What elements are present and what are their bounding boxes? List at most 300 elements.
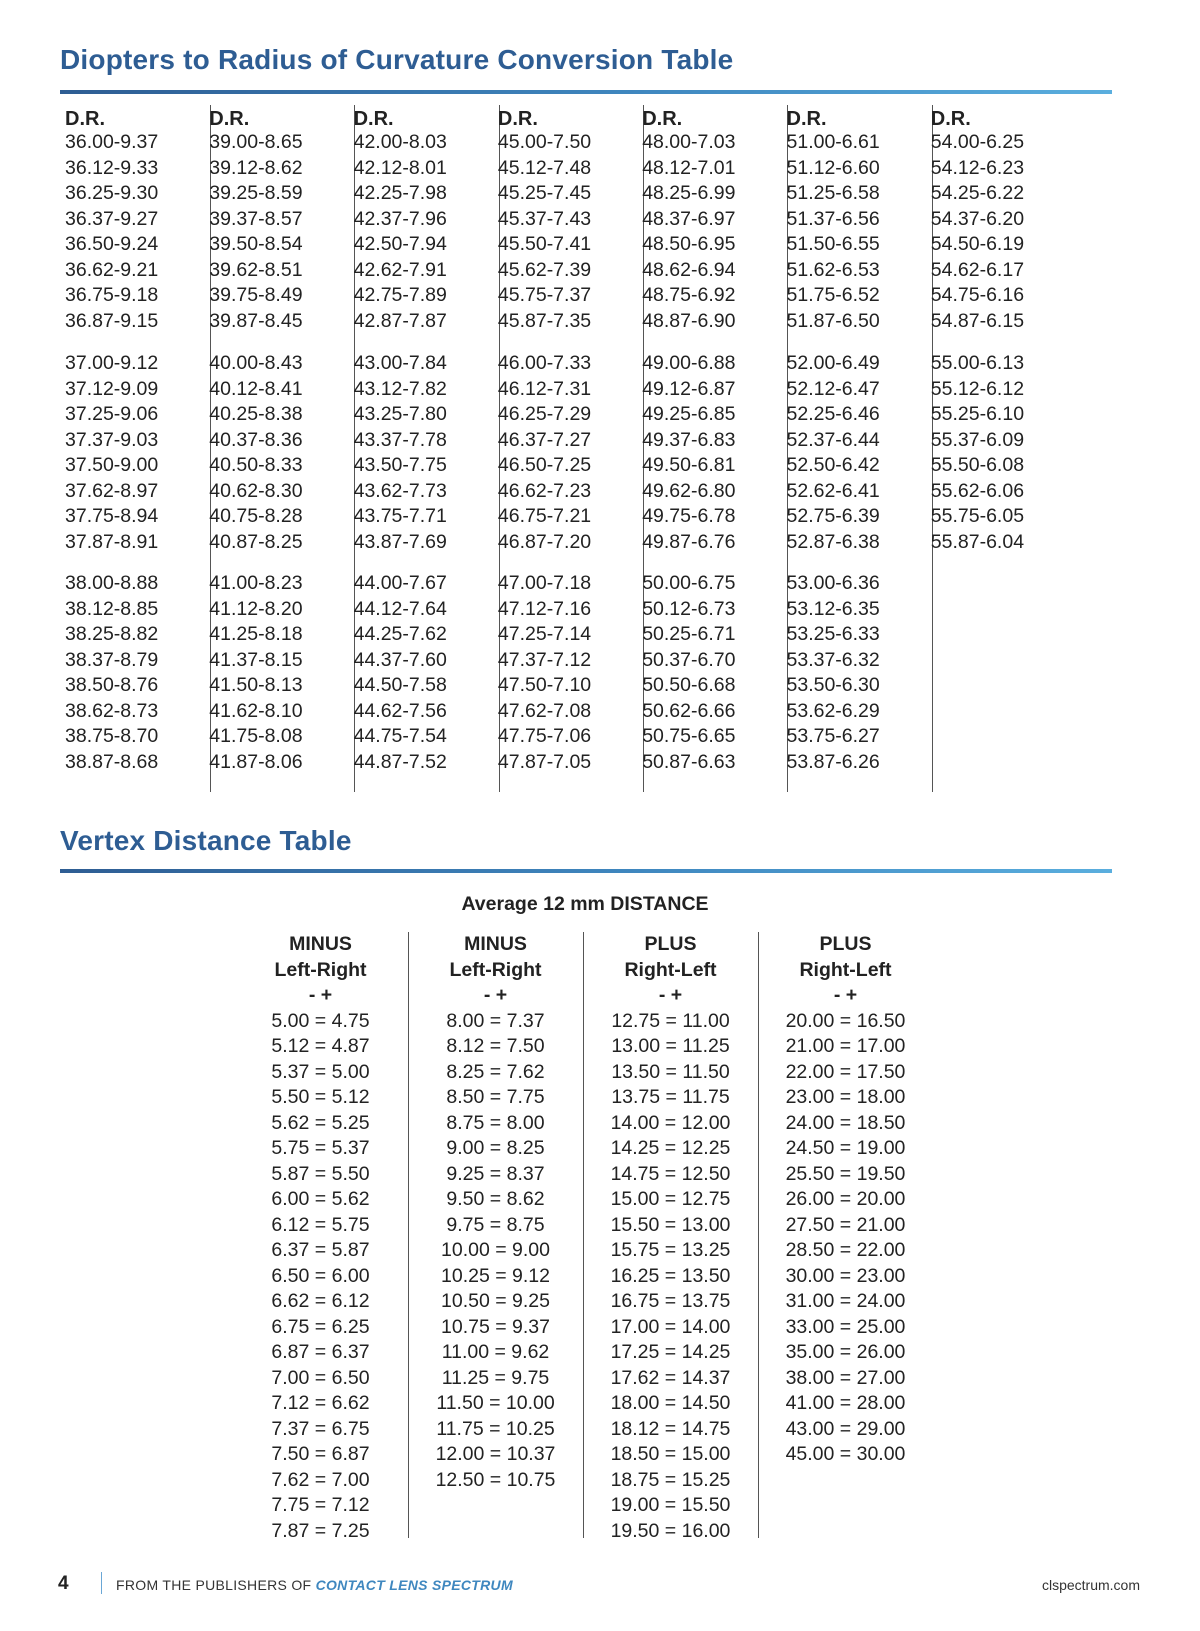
title-underline	[60, 90, 1112, 94]
dr-column	[204, 105, 355, 792]
vertex-table-title: Vertex Distance Table	[60, 825, 352, 856]
vertex-value: 19.00 = 15.50	[610, 1494, 731, 1516]
vertex-value: 9.25 = 8.37	[446, 1162, 545, 1185]
vertex-value: 18.75 = 15.25	[610, 1468, 731, 1491]
dr-value: 48.25-6.99	[642, 182, 736, 204]
vertex-value: 17.25 = 14.25	[610, 1341, 731, 1363]
vertex-column-header2: Right-Left	[799, 958, 892, 981]
dr-value: 41.00-8.23	[209, 572, 303, 594]
dr-value: 53.75-6.27	[786, 725, 880, 747]
dr-value: 50.50-6.68	[642, 674, 736, 696]
dr-column	[637, 105, 788, 792]
dr-value: 37.37-9.03	[65, 428, 159, 451]
vertex-value: 8.00 = 7.37	[446, 1009, 545, 1032]
vertex-value: 15.00 = 12.75	[610, 1188, 731, 1210]
vertex-value: 6.62 = 6.12	[271, 1290, 370, 1312]
vertex-value: 14.00 = 12.00	[610, 1111, 731, 1134]
dr-value: 39.50-8.54	[209, 233, 303, 255]
dr-value: 50.25-6.71	[642, 623, 736, 645]
dr-value: 47.37-7.12	[497, 648, 592, 671]
vertex-value: 23.00 = 18.00	[785, 1086, 906, 1108]
vertex-value: 8.12 = 7.50	[446, 1035, 545, 1057]
dr-value: 54.37-6.20	[930, 207, 1025, 230]
dr-value: 37.12-9.09	[65, 377, 159, 400]
vertex-column-signs: - +	[833, 984, 858, 1006]
vertex-column	[758, 932, 933, 1538]
dr-group	[354, 351, 494, 555]
vertex-value: 24.50 = 19.00	[785, 1137, 906, 1159]
dr-value: 55.12-6.12	[930, 377, 1025, 400]
vertex-value: 38.00 = 27.00	[785, 1366, 906, 1389]
vertex-value: 31.00 = 24.00	[785, 1290, 906, 1312]
dr-value: 52.12-6.47	[786, 377, 880, 400]
vertex-column-header1: MINUS	[289, 933, 352, 955]
dr-value: 55.62-6.06	[930, 479, 1025, 502]
dr-value: 46.00-7.33	[497, 352, 592, 374]
dr-value: 44.87-7.52	[353, 750, 447, 773]
vertex-value: 5.87 = 5.50	[271, 1162, 370, 1185]
vertex-value: 7.37 = 6.75	[271, 1417, 370, 1440]
dr-value: 53.25-6.33	[786, 623, 880, 645]
vertex-value: 8.75 = 8.00	[446, 1111, 545, 1134]
vertex-value: 35.00 = 26.00	[785, 1341, 906, 1363]
vertex-value: 11.25 = 9.75	[441, 1366, 550, 1389]
dr-value: 52.62-6.41	[786, 479, 880, 502]
dr-value: 46.87-7.20	[497, 530, 592, 553]
vertex-value: 15.50 = 13.00	[610, 1213, 731, 1236]
vertex-value: 27.50 = 21.00	[785, 1213, 906, 1236]
dr-value: 42.62-7.91	[353, 258, 447, 281]
vertex-value: 9.50 = 8.62	[446, 1188, 545, 1210]
vertex-value: 11.50 = 10.00	[436, 1392, 555, 1414]
vertex-value: 6.00 = 5.62	[271, 1188, 370, 1210]
dr-value: 51.62-6.53	[786, 258, 880, 281]
dr-column	[926, 105, 1076, 792]
vertex-column-signs: - +	[483, 984, 508, 1006]
dr-value: 38.75-8.70	[65, 725, 159, 747]
vertex-value: 33.00 = 25.00	[785, 1315, 906, 1338]
dr-column	[493, 105, 644, 792]
dr-value: 49.87-6.76	[642, 530, 736, 553]
dr-group	[642, 130, 782, 334]
dr-value: 38.12-8.85	[65, 597, 159, 620]
dr-value: 44.50-7.58	[353, 674, 447, 696]
dr-value: 38.37-8.79	[65, 648, 159, 671]
dr-value: 51.12-6.60	[786, 156, 880, 179]
vertex-value: 43.00 = 29.00	[785, 1417, 906, 1440]
vertex-value: 10.25 = 9.12	[441, 1264, 550, 1287]
dr-value: 43.87-7.69	[353, 530, 447, 553]
vertex-value: 13.75 = 11.75	[611, 1086, 730, 1108]
vertex-value: 5.12 = 4.87	[271, 1035, 370, 1057]
dr-value: 36.25-9.30	[65, 182, 159, 204]
dr-value: 54.50-6.19	[930, 233, 1025, 255]
dr-value: 36.37-9.27	[65, 207, 159, 230]
dr-value: 52.75-6.39	[786, 505, 880, 527]
vertex-column	[233, 932, 409, 1542]
vertex-value: 18.00 = 14.50	[610, 1392, 731, 1414]
dr-value: 49.62-6.80	[642, 479, 736, 502]
dr-value: 36.00-9.37	[65, 131, 159, 153]
dr-value: 50.37-6.70	[642, 648, 736, 671]
dr-column-header: D.R.	[930, 108, 971, 130]
vertex-column-header2: Left-Right	[274, 958, 367, 981]
dr-value: 41.50-8.13	[209, 674, 303, 696]
dr-value: 39.12-8.62	[209, 156, 303, 179]
dr-group	[354, 571, 494, 775]
dr-value: 48.12-7.01	[642, 156, 736, 179]
dr-value: 52.25-6.46	[786, 403, 880, 425]
dr-value: 49.00-6.88	[642, 352, 736, 374]
dr-value: 48.37-6.97	[642, 207, 736, 230]
vertex-column-header1: PLUS	[819, 933, 872, 955]
dr-group	[498, 130, 638, 334]
dr-value: 55.00-6.13	[930, 352, 1025, 374]
vertex-value: 25.50 = 19.50	[785, 1162, 906, 1185]
dr-value: 40.50-8.33	[209, 454, 303, 476]
dr-value: 50.00-6.75	[642, 572, 736, 594]
vertex-value: 7.50 = 6.87	[271, 1443, 370, 1465]
dr-group	[65, 351, 205, 555]
vertex-value: 5.50 = 5.12	[271, 1086, 370, 1108]
vertex-value: 7.12 = 6.62	[271, 1392, 370, 1414]
dr-value: 54.00-6.25	[930, 131, 1025, 153]
dr-value: 53.12-6.35	[786, 597, 880, 620]
vertex-column-signs: - +	[308, 984, 333, 1006]
footer-url: clspectrum.com	[1041, 1577, 1140, 1593]
dr-column	[60, 105, 211, 792]
dr-value: 47.12-7.16	[497, 597, 592, 620]
dr-value: 55.75-6.05	[930, 505, 1025, 527]
dr-value: 41.87-8.06	[209, 750, 303, 773]
dr-value: 49.12-6.87	[642, 377, 736, 400]
dr-value: 51.87-6.50	[786, 309, 880, 332]
dr-value: 45.50-7.41	[497, 233, 592, 255]
dr-value: 42.25-7.98	[353, 182, 447, 204]
vertex-value: 14.25 = 12.25	[610, 1137, 731, 1159]
dr-value: 41.75-8.08	[209, 725, 303, 747]
dr-value: 39.25-8.59	[209, 182, 303, 204]
dr-value: 48.50-6.95	[642, 233, 736, 255]
dr-value: 41.62-8.10	[209, 699, 303, 722]
vertex-value: 6.12 = 5.75	[271, 1213, 370, 1236]
dr-value: 55.37-6.09	[930, 428, 1025, 451]
dr-group	[931, 130, 1071, 334]
dr-value: 51.37-6.56	[786, 207, 880, 230]
dr-value: 48.00-7.03	[642, 131, 736, 153]
dr-value: 36.50-9.24	[65, 233, 159, 255]
dr-column-header: D.R.	[65, 108, 105, 130]
dr-group	[65, 130, 205, 334]
vertex-value: 30.00 = 23.00	[785, 1264, 906, 1287]
dr-value: 51.50-6.55	[786, 233, 880, 255]
dr-value: 53.87-6.26	[786, 750, 880, 773]
vertex-value: 12.50 = 10.75	[435, 1468, 556, 1491]
dr-value: 43.12-7.82	[353, 377, 447, 400]
vertex-value: 11.75 = 10.25	[436, 1417, 555, 1440]
dr-group	[642, 351, 782, 555]
dr-value: 40.62-8.30	[209, 479, 303, 502]
vertex-value: 18.12 = 14.75	[610, 1417, 731, 1440]
dr-value: 36.75-9.18	[65, 284, 159, 306]
dr-value: 43.75-7.71	[353, 505, 447, 527]
diopter-table-title: Diopters to Radius of Curvature Conversion Table	[60, 44, 734, 75]
dr-value: 52.37-6.44	[786, 428, 880, 451]
dr-value: 37.87-8.91	[65, 530, 159, 553]
vertex-value: 7.00 = 6.50	[271, 1366, 370, 1389]
vertex-column	[583, 932, 759, 1542]
dr-value: 44.62-7.56	[353, 699, 447, 722]
vertex-value: 10.50 = 9.25	[441, 1290, 550, 1312]
dr-group	[931, 351, 1071, 555]
dr-column-header: D.R.	[497, 108, 538, 130]
dr-value: 54.12-6.23	[930, 156, 1025, 179]
vertex-value: 5.62 = 5.25	[271, 1111, 370, 1134]
dr-group	[498, 351, 638, 555]
vertex-value: 10.75 = 9.37	[441, 1315, 550, 1338]
dr-value: 48.62-6.94	[642, 258, 736, 281]
dr-value: 36.12-9.33	[65, 156, 159, 179]
dr-value: 40.75-8.28	[209, 505, 303, 527]
vertex-value: 14.75 = 12.50	[610, 1162, 731, 1185]
diopter-conversion-table	[60, 105, 1160, 792]
vertex-value: 5.00 = 4.75	[271, 1009, 370, 1032]
dr-group	[498, 571, 638, 775]
vertex-value: 45.00 = 30.00	[785, 1443, 906, 1465]
vertex-column-signs: - +	[658, 984, 683, 1006]
vertex-value: 17.00 = 14.00	[610, 1315, 731, 1338]
vertex-value: 13.50 = 11.50	[611, 1060, 730, 1083]
dr-value: 37.25-9.06	[65, 403, 159, 425]
dr-column	[349, 105, 500, 792]
dr-value: 40.37-8.36	[209, 428, 303, 451]
dr-value: 42.00-8.03	[353, 131, 447, 153]
vertex-value: 22.00 = 17.50	[785, 1060, 906, 1083]
dr-value: 40.00-8.43	[209, 352, 303, 374]
dr-value: 49.25-6.85	[642, 403, 736, 425]
dr-group	[787, 571, 927, 775]
dr-value: 47.75-7.06	[497, 725, 592, 747]
dr-value: 40.87-8.25	[209, 530, 303, 553]
dr-value: 39.75-8.49	[209, 284, 303, 306]
dr-value: 37.00-9.12	[65, 352, 159, 374]
dr-value: 38.50-8.76	[65, 674, 159, 696]
dr-value: 37.50-9.00	[65, 454, 159, 476]
dr-value: 43.37-7.78	[353, 428, 447, 451]
vertex-column-header2: Right-Left	[624, 958, 717, 981]
dr-value: 38.62-8.73	[65, 699, 159, 722]
dr-group	[209, 130, 349, 334]
dr-value: 50.75-6.65	[642, 725, 736, 747]
dr-value: 51.75-6.52	[786, 284, 880, 306]
page-number: 4	[58, 1573, 69, 1594]
dr-value: 40.12-8.41	[209, 377, 303, 400]
vertex-value: 13.00 = 11.25	[611, 1035, 730, 1057]
dr-value: 53.62-6.29	[786, 699, 880, 722]
dr-value: 44.00-7.67	[353, 572, 447, 594]
dr-value: 54.87-6.15	[930, 309, 1025, 332]
vertex-column	[408, 932, 584, 1538]
vertex-value: 6.37 = 5.87	[271, 1239, 370, 1261]
dr-value: 49.37-6.83	[642, 428, 736, 451]
vertex-value: 6.87 = 6.37	[271, 1341, 370, 1363]
dr-column-header: D.R.	[642, 108, 683, 130]
vertex-value: 5.37 = 5.00	[271, 1060, 370, 1083]
dr-value: 51.25-6.58	[786, 182, 880, 204]
dr-value: 42.50-7.94	[353, 233, 447, 255]
dr-value: 51.00-6.61	[786, 131, 880, 153]
vertex-value: 9.00 = 8.25	[446, 1137, 545, 1159]
dr-value: 45.25-7.45	[497, 182, 592, 204]
dr-column-header: D.R.	[209, 108, 250, 130]
dr-value: 37.62-8.97	[65, 479, 159, 502]
dr-value: 43.25-7.80	[353, 403, 447, 425]
vertex-value: 16.75 = 13.75	[610, 1290, 731, 1312]
dr-value: 53.50-6.30	[786, 674, 880, 696]
dr-value: 54.75-6.16	[930, 284, 1025, 306]
dr-value: 39.37-8.57	[209, 207, 303, 230]
vertex-value: 41.00 = 28.00	[785, 1392, 906, 1414]
vertex-value: 10.00 = 9.00	[441, 1239, 550, 1261]
dr-value: 38.25-8.82	[65, 623, 159, 645]
dr-group	[209, 351, 349, 555]
dr-value: 43.00-7.84	[353, 352, 447, 374]
dr-value: 44.12-7.64	[353, 597, 447, 620]
dr-value: 46.25-7.29	[497, 403, 592, 425]
vertex-value: 7.62 = 7.00	[271, 1468, 370, 1491]
dr-value: 42.37-7.96	[353, 207, 447, 230]
dr-value: 54.25-6.22	[930, 182, 1025, 204]
dr-value: 47.50-7.10	[497, 674, 592, 696]
dr-column-header: D.R.	[353, 108, 394, 130]
footer-divider	[101, 1572, 102, 1594]
dr-value: 47.00-7.18	[497, 572, 592, 594]
vertex-value: 8.25 = 7.62	[446, 1060, 545, 1083]
dr-value: 39.87-8.45	[209, 309, 303, 332]
dr-value: 45.12-7.48	[497, 156, 592, 179]
dr-value: 41.12-8.20	[209, 597, 303, 620]
vertex-column-header2: Left-Right	[449, 958, 542, 981]
dr-value: 50.12-6.73	[642, 597, 736, 620]
vertex-value: 7.75 = 7.12	[271, 1494, 370, 1516]
footer-brand: CONTACT LENS SPECTRUM	[315, 1577, 513, 1593]
vertex-value: 8.50 = 7.75	[446, 1086, 545, 1108]
vertex-value: 20.00 = 16.50	[785, 1009, 906, 1032]
dr-value: 49.50-6.81	[642, 454, 736, 476]
footer-publisher-text	[116, 1577, 513, 1593]
dr-value: 54.62-6.17	[930, 258, 1025, 281]
dr-value: 43.50-7.75	[353, 454, 447, 476]
vertex-table-subtitle: Average 12 mm DISTANCE	[461, 893, 709, 915]
dr-value: 39.00-8.65	[209, 131, 303, 153]
dr-value: 42.12-8.01	[353, 156, 447, 179]
title-underline	[60, 869, 1112, 873]
dr-value: 42.75-7.89	[353, 284, 447, 306]
dr-value: 53.00-6.36	[786, 572, 880, 594]
vertex-value: 28.50 = 22.00	[785, 1239, 906, 1261]
vertex-value: 12.00 = 10.37	[435, 1443, 556, 1465]
dr-value: 55.50-6.08	[930, 454, 1025, 476]
vertex-value: 17.62 = 14.37	[610, 1366, 731, 1389]
vertex-value: 12.75 = 11.00	[611, 1009, 730, 1032]
dr-value: 50.62-6.66	[642, 699, 736, 722]
vertex-value: 7.87 = 7.25	[271, 1519, 370, 1542]
vertex-value: 16.25 = 13.50	[610, 1264, 731, 1287]
vertex-value: 21.00 = 17.00	[785, 1035, 906, 1057]
dr-group	[787, 351, 927, 555]
dr-value: 45.37-7.43	[497, 207, 592, 230]
dr-value: 46.12-7.31	[497, 377, 592, 400]
vertex-column-header1: PLUS	[644, 933, 697, 955]
dr-group	[642, 571, 782, 775]
dr-value: 39.62-8.51	[209, 258, 303, 281]
dr-value: 38.87-8.68	[65, 750, 159, 773]
dr-value: 36.62-9.21	[65, 258, 159, 281]
dr-value: 44.75-7.54	[353, 725, 447, 747]
dr-value: 48.87-6.90	[642, 309, 736, 332]
dr-value: 55.87-6.04	[930, 530, 1025, 553]
dr-group	[65, 571, 205, 775]
dr-value: 36.87-9.15	[65, 309, 159, 332]
dr-value: 41.25-8.18	[209, 623, 303, 645]
vertex-value: 18.50 = 15.00	[610, 1443, 731, 1465]
vertex-value: 15.75 = 13.25	[610, 1239, 731, 1261]
dr-value: 46.37-7.27	[497, 428, 592, 451]
dr-value: 47.87-7.05	[497, 750, 592, 773]
dr-value: 55.25-6.10	[930, 403, 1025, 425]
vertex-value: 26.00 = 20.00	[785, 1188, 906, 1210]
dr-value: 49.75-6.78	[642, 505, 736, 527]
dr-column-header: D.R.	[786, 108, 827, 130]
dr-value: 52.50-6.42	[786, 454, 880, 476]
footer-from-text: FROM THE PUBLISHERS OF	[116, 1577, 316, 1593]
vertex-value: 9.75 = 8.75	[446, 1213, 545, 1236]
dr-value: 46.75-7.21	[497, 505, 592, 527]
vertex-value: 19.50 = 16.00	[610, 1519, 731, 1542]
dr-value: 48.75-6.92	[642, 284, 736, 306]
dr-value: 41.37-8.15	[209, 648, 303, 671]
dr-group	[354, 130, 494, 334]
dr-value: 42.87-7.87	[353, 309, 447, 332]
dr-value: 46.50-7.25	[497, 454, 592, 476]
vertex-value: 5.75 = 5.37	[271, 1137, 370, 1159]
dr-value: 47.25-7.14	[497, 623, 592, 645]
dr-value: 47.62-7.08	[497, 699, 592, 722]
dr-value: 44.25-7.62	[353, 623, 447, 645]
dr-value: 45.75-7.37	[497, 284, 592, 306]
dr-value: 50.87-6.63	[642, 750, 736, 773]
dr-value: 52.87-6.38	[786, 530, 880, 553]
dr-value: 45.62-7.39	[497, 258, 592, 281]
vertex-value: 6.75 = 6.25	[271, 1315, 370, 1338]
dr-value: 46.62-7.23	[497, 479, 592, 502]
dr-value: 44.37-7.60	[353, 648, 447, 671]
vertex-value: 6.50 = 6.00	[271, 1264, 370, 1287]
dr-value: 53.37-6.32	[786, 648, 880, 671]
dr-value: 43.62-7.73	[353, 479, 447, 502]
dr-value: 45.87-7.35	[497, 309, 592, 332]
dr-value: 38.00-8.88	[65, 572, 159, 594]
vertex-value: 11.00 = 9.62	[441, 1341, 550, 1363]
vertex-value: 24.00 = 18.50	[785, 1111, 906, 1134]
vertex-column-header1: MINUS	[464, 933, 527, 955]
dr-value: 40.25-8.38	[209, 403, 303, 425]
dr-value: 37.75-8.94	[65, 505, 159, 527]
dr-group	[787, 130, 927, 334]
dr-value: 45.00-7.50	[497, 131, 592, 153]
dr-value: 52.00-6.49	[786, 352, 880, 374]
dr-group	[209, 571, 349, 775]
